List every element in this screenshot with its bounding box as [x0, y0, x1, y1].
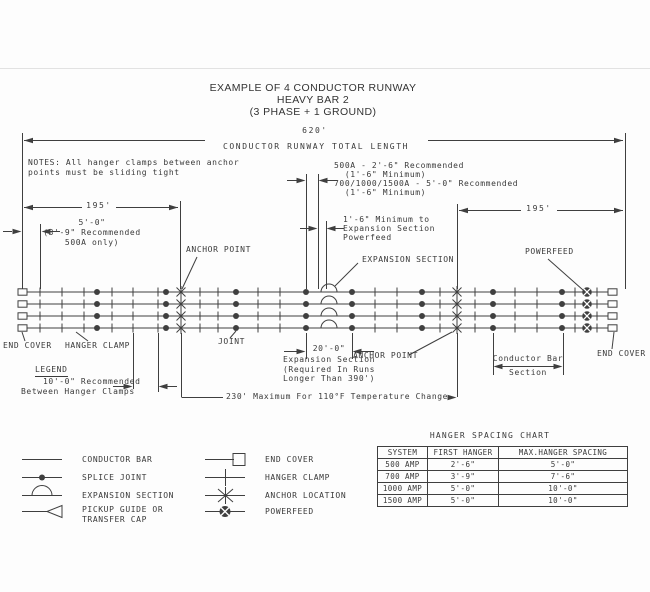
expansion-arc: [321, 308, 337, 316]
cell-first-1000: 5'-0": [428, 483, 499, 495]
splice-joint-dot-icon: [39, 475, 45, 481]
end-cover-square: [608, 313, 617, 319]
expansion-arc: [321, 296, 337, 304]
legend-label-pickup-guide-2: TRANSFER CAP: [82, 515, 147, 524]
feed-clearance-1: 500A - 2'-6" Recommended: [334, 161, 464, 170]
cell-max-1500: 10'-0": [499, 495, 628, 507]
cell-system-700: 700 AMP: [378, 471, 428, 483]
drawing-title: [165, 82, 461, 118]
legend-label-conductor-bar: CONDUCTOR BAR: [82, 455, 153, 464]
splice-joint-dot: [419, 325, 425, 331]
splice-joint-dot: [163, 325, 169, 331]
cell-first-1500: 5'-0": [428, 495, 499, 507]
expansion-note-2: (Required In Runs: [283, 364, 376, 374]
expansion-arc: [321, 320, 337, 328]
notes-line-2: points must be sliding tight: [28, 168, 180, 177]
splice-joint-dot: [303, 289, 309, 295]
splice-joint-dot: [349, 325, 355, 331]
hanger-clamp-callout: HANGER CLAMP: [65, 341, 130, 350]
end-cover-square: [608, 325, 617, 331]
splice-joint-dot: [419, 301, 425, 307]
powerfeed-callout: POWERFEED: [525, 247, 574, 256]
splice-joint-dot: [559, 289, 565, 295]
splice-joint-dot: [94, 301, 100, 307]
splice-joint-dot: [233, 313, 239, 319]
hanger-legend-line-1: 10'-0" Recommended: [43, 377, 141, 386]
cell-first-700: 3'-9": [428, 471, 499, 483]
first-hanger-note-1: (3'-9" Recommended: [43, 228, 141, 237]
end-cover-square: [18, 289, 27, 295]
feed-clearance-4: (1'-6" Minimum): [334, 188, 427, 197]
cell-max-700: 7'-6": [499, 471, 628, 483]
expansion-section-callout: EXPANSION SECTION: [362, 255, 455, 264]
cell-max-500: 5'-0": [499, 459, 628, 471]
splice-joint-dot: [559, 313, 565, 319]
splice-joint-dot: [349, 301, 355, 307]
title-line-1: EXAMPLE OF 4 CONDUCTOR RUNWAY: [209, 82, 417, 94]
hanger-legend-title: LEGEND: [35, 365, 68, 377]
expansion-feed-1: 1'-6" Minimum to: [343, 215, 430, 224]
first-hanger-dim: 5'-0": [78, 218, 106, 227]
splice-joint-dot: [490, 301, 496, 307]
left-section-dim: 195': [86, 201, 112, 210]
splice-joint-dot: [233, 289, 239, 295]
expansion-note-1: Expansion Section: [283, 355, 376, 364]
max-run-note: 230' Maximum For 110°F Temperature Change: [226, 392, 449, 401]
legend-label-expansion-section: EXPANSION SECTION: [82, 491, 175, 500]
end-cover-right-callout: END COVER: [597, 349, 646, 358]
feed-clearance-3: 700/1000/1500A - 5'-0" Recommended: [334, 179, 519, 188]
conductor-bar-section-label-1: Conductor Bar: [492, 354, 564, 363]
expansion-note-3: Longer Than 390'): [283, 374, 376, 383]
end-cover-square: [18, 301, 27, 307]
notes-line-1: NOTES: All hanger clamps between anchor: [28, 158, 240, 167]
end-cover-square: [608, 301, 617, 307]
legend-label-end-cover: END COVER: [265, 455, 314, 464]
hanger-spacing-chart: [377, 446, 628, 507]
conductor-bar-section-label-2: Section: [509, 368, 547, 377]
cell-system-1000: 1000 AMP: [378, 483, 428, 495]
splice-joint-dot: [559, 301, 565, 307]
splice-joint-dot: [490, 313, 496, 319]
anchor-point-bottom-callout: ANCHOR POINT: [353, 351, 418, 360]
cell-system-1500: 1500 AMP: [378, 495, 428, 507]
splice-joint-dot: [94, 313, 100, 319]
legend-label-powerfeed: POWERFEED: [265, 507, 314, 516]
splice-joint-dot: [490, 325, 496, 331]
expansion-arc-icon: [32, 486, 52, 496]
total-length-value: 620': [302, 126, 328, 135]
splice-joint-dot: [303, 325, 309, 331]
total-length-label: CONDUCTOR RUNWAY TOTAL LENGTH: [222, 142, 410, 151]
end-cover-left-callout: END COVER: [3, 341, 52, 350]
cell-system-500: 500 AMP: [378, 459, 428, 471]
powerfeed-circle-icon: [220, 506, 231, 517]
chart-col-max-spacing: MAX.HANGER SPACING: [499, 447, 628, 459]
title-line-2: HEAVY BAR 2: [276, 94, 350, 106]
splice-joint-dot: [490, 289, 496, 295]
chart-row-1500: [378, 495, 628, 507]
legend-label-pickup-guide-1: PICKUP GUIDE OR: [82, 505, 164, 514]
first-hanger-note-2: 500A only): [64, 238, 120, 247]
legend-label-anchor-location: ANCHOR LOCATION: [265, 491, 347, 500]
chart-row-1000: [378, 483, 628, 495]
splice-joint-dot: [163, 313, 169, 319]
chart-header-row: [378, 447, 628, 459]
anchor-point-left-callout: ANCHOR POINT: [186, 245, 251, 254]
splice-joint-dot: [349, 313, 355, 319]
expansion-feed-2: Expansion Section: [343, 224, 436, 233]
end-cover-square: [608, 289, 617, 295]
expansion-arc: [321, 284, 337, 292]
splice-joint-dot: [303, 301, 309, 307]
splice-joint-dot: [419, 289, 425, 295]
splice-joint-dot: [559, 325, 565, 331]
chart-title: HANGER SPACING CHART: [429, 431, 551, 440]
end-cover-square: [18, 325, 27, 331]
chart-col-first-hanger: FIRST HANGER: [428, 447, 499, 459]
splice-joint-dot: [349, 289, 355, 295]
splice-joint-dot: [233, 301, 239, 307]
right-section-dim: 195': [526, 204, 552, 213]
splice-joint-dot: [163, 301, 169, 307]
title-line-3: (3 PHASE + 1 GROUND): [249, 106, 377, 118]
expansion-width-dim: 20'-0": [312, 344, 346, 353]
expansion-feed-3: Powerfeed: [343, 233, 392, 242]
end-cover-square-icon: [233, 454, 245, 466]
chart-row-500: [378, 459, 628, 471]
hanger-legend-line-2: Between Hanger Clamps: [21, 387, 135, 396]
splice-joint-dot: [419, 313, 425, 319]
pickup-guide-triangle-icon: [47, 506, 62, 518]
conductor-runway: [18, 284, 617, 334]
splice-joint-dot: [163, 289, 169, 295]
chart-row-700: [378, 471, 628, 483]
legend-label-splice-joint: SPLICE JOINT: [82, 473, 147, 482]
splice-joint-dot: [94, 325, 100, 331]
feed-clearance-2: (1'-6" Minimum): [334, 170, 427, 179]
cell-max-1000: 10'-0": [499, 483, 628, 495]
chart-col-system: SYSTEM: [378, 447, 428, 459]
splice-joint-dot: [233, 325, 239, 331]
cell-first-500: 2'-6": [428, 459, 499, 471]
splice-joint-dot: [303, 313, 309, 319]
splice-joint-dot: [94, 289, 100, 295]
legend-label-hanger-clamp: HANGER CLAMP: [265, 473, 330, 482]
end-cover-square: [18, 313, 27, 319]
joint-callout: JOINT: [218, 337, 246, 346]
